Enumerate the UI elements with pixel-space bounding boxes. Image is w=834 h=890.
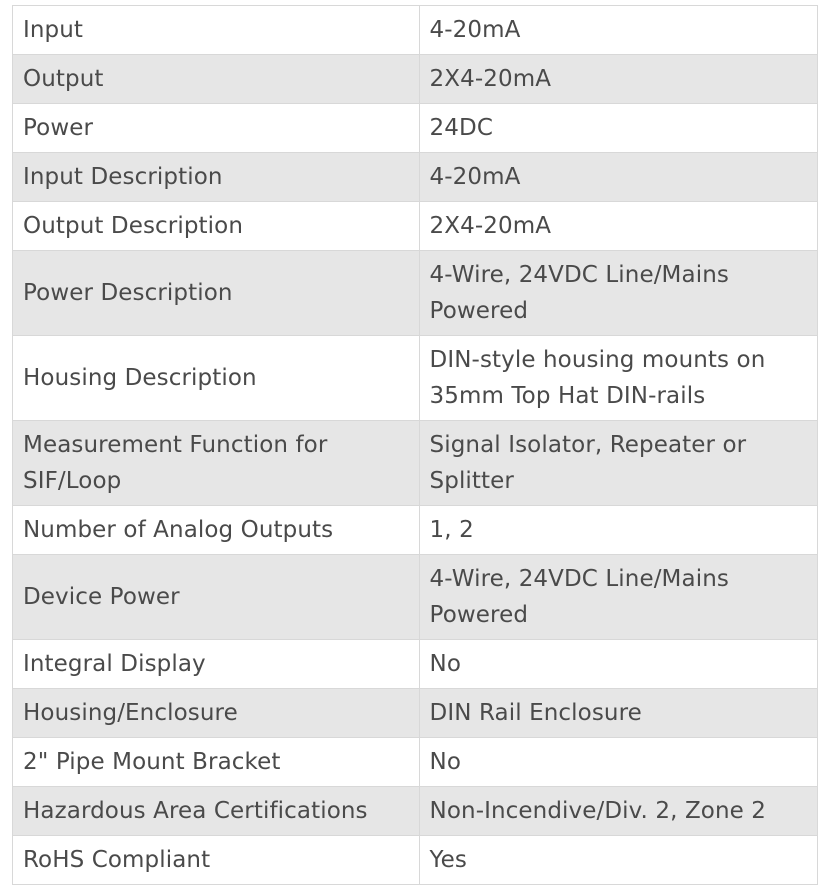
spec-row-rohs-compliant [13,836,818,885]
spec-label: Input Description [13,153,420,202]
spec-value: No [419,640,817,689]
spec-label: Hazardous Area Certifications [13,787,420,836]
spec-label: Measurement Function for SIF/Loop [13,421,420,506]
spec-label: Device Power [13,555,420,640]
spec-label: Housing/Enclosure [13,689,420,738]
spec-row-input-description [13,153,818,202]
spec-value: 4-Wire, 24VDC Line/Mains Powered [419,555,817,640]
specifications-table-body [13,6,818,885]
spec-label: Number of Analog Outputs [13,506,420,555]
spec-row-power [13,104,818,153]
spec-value: Signal Isolator, Repeater or Splitter [419,421,817,506]
spec-value: Non-Incendive/Div. 2, Zone 2 [419,787,817,836]
spec-label: Power [13,104,420,153]
spec-row-input [13,6,818,55]
spec-row-integral-display [13,640,818,689]
spec-value: 24DC [419,104,817,153]
spec-row-housing-enclosure [13,689,818,738]
spec-value: No [419,738,817,787]
spec-row-measurement-function [13,421,818,506]
spec-label: Input [13,6,420,55]
spec-row-pipe-mount-bracket [13,738,818,787]
spec-value: 2X4-20mA [419,202,817,251]
spec-value: 4-20mA [419,6,817,55]
spec-label: Power Description [13,251,420,336]
spec-value: Yes [419,836,817,885]
spec-label: Housing Description [13,336,420,421]
spec-row-output [13,55,818,104]
spec-label: 2" Pipe Mount Bracket [13,738,420,787]
spec-label: Output [13,55,420,104]
spec-row-output-description [13,202,818,251]
spec-row-hazardous-area-certifications [13,787,818,836]
spec-label: RoHS Compliant [13,836,420,885]
specifications-table [12,5,818,885]
spec-value: 1, 2 [419,506,817,555]
spec-value: 4-20mA [419,153,817,202]
spec-label: Integral Display [13,640,420,689]
spec-label: Output Description [13,202,420,251]
spec-row-power-description [13,251,818,336]
spec-value: DIN Rail Enclosure [419,689,817,738]
spec-value: 4-Wire, 24VDC Line/Mains Powered [419,251,817,336]
spec-row-housing-description [13,336,818,421]
spec-row-analog-outputs [13,506,818,555]
spec-value: DIN-style housing mounts on 35mm Top Hat DIN-rails [419,336,817,421]
spec-value: 2X4-20mA [419,55,817,104]
spec-row-device-power [13,555,818,640]
